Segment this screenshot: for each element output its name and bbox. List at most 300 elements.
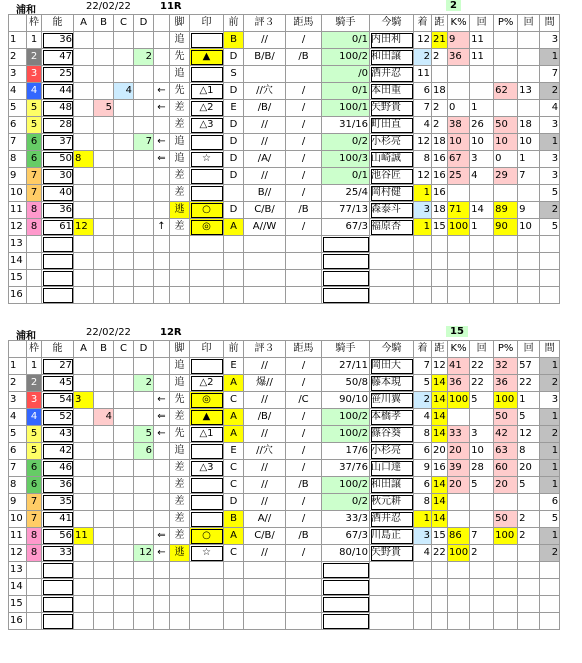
empty-cell <box>42 596 74 613</box>
prediction-mark: △2 <box>190 375 224 392</box>
finish-position: 1 <box>414 219 432 236</box>
evaluation-3: // <box>244 117 286 134</box>
empty-row <box>9 562 560 579</box>
k-percent: 9 <box>448 32 470 49</box>
empty-cell <box>432 253 448 270</box>
pre-grade: E <box>224 358 244 375</box>
table-row <box>9 494 560 511</box>
empty-cell <box>154 236 170 253</box>
empty-cell <box>134 253 154 270</box>
empty-cell <box>74 236 94 253</box>
column-header-row <box>9 341 560 358</box>
column-header: 今騎 <box>370 15 414 32</box>
jockey-stat: 33/3 <box>322 511 370 528</box>
mark-a <box>74 66 94 83</box>
empty-cell <box>518 562 540 579</box>
empty-cell <box>94 562 114 579</box>
jockey-stat: 25/4 <box>322 185 370 202</box>
ability-value: 36 <box>42 477 74 494</box>
k-percent <box>448 66 470 83</box>
waku-number: 7 <box>27 168 42 185</box>
distance-horse: / <box>286 375 322 392</box>
pre-grade: C <box>224 460 244 477</box>
column-header: 着 <box>414 341 432 358</box>
waku-number: 5 <box>27 426 42 443</box>
column-header: 間 <box>540 15 560 32</box>
empty-cell <box>170 253 190 270</box>
empty-cell <box>494 270 518 287</box>
k-count <box>470 66 494 83</box>
running-style: 差 <box>170 219 190 236</box>
evaluation-3: A//W <box>244 219 286 236</box>
empty-cell <box>244 613 286 630</box>
mark-c <box>114 528 134 545</box>
interval: 3 <box>540 32 560 49</box>
finish-position: 11 <box>414 66 432 83</box>
mark-a <box>74 511 94 528</box>
mark-c <box>114 477 134 494</box>
running-style: 追 <box>170 443 190 460</box>
interval: 1 <box>540 528 560 545</box>
table-row <box>9 100 560 117</box>
k-percent: 100 <box>448 545 470 562</box>
p-count <box>518 49 540 66</box>
mark-b <box>94 477 114 494</box>
empty-cell <box>448 236 470 253</box>
table-row <box>9 117 560 134</box>
empty-cell <box>134 562 154 579</box>
empty-cell <box>224 562 244 579</box>
trend-arrow <box>154 185 170 202</box>
running-style: 差 <box>170 494 190 511</box>
empty-cell <box>190 596 224 613</box>
p-count <box>518 545 540 562</box>
pre-grade: D <box>224 117 244 134</box>
table-row <box>9 545 560 562</box>
horse-number: 16 <box>9 287 27 304</box>
k-count: 7 <box>470 528 494 545</box>
horse-number: 15 <box>9 270 27 287</box>
p-percent: 89 <box>494 202 518 219</box>
interval: 1 <box>540 134 560 151</box>
finish-position: 2 <box>414 49 432 66</box>
current-jockey: 町田直 <box>370 117 414 134</box>
column-header: 回 <box>518 15 540 32</box>
table-row <box>9 443 560 460</box>
jockey-stat: 100/1 <box>322 100 370 117</box>
distance-horse: / <box>286 443 322 460</box>
empty-cell <box>322 253 370 270</box>
empty-cell <box>190 236 224 253</box>
empty-cell <box>27 562 42 579</box>
p-count: 18 <box>518 117 540 134</box>
empty-cell <box>244 253 286 270</box>
pre-grade: C <box>224 545 244 562</box>
interval: 3 <box>540 392 560 409</box>
finish-position: 2 <box>414 392 432 409</box>
empty-row <box>9 613 560 630</box>
interval: 4 <box>540 100 560 117</box>
horse-number: 12 <box>9 219 27 236</box>
empty-cell <box>94 253 114 270</box>
empty-cell <box>470 579 494 596</box>
p-percent: 50 <box>494 511 518 528</box>
p-count: 22 <box>518 375 540 392</box>
distance: 15 <box>432 528 448 545</box>
column-header: 脚 <box>170 341 190 358</box>
pre-grade: E <box>224 100 244 117</box>
p-count: 2 <box>518 511 540 528</box>
ability-value: 46 <box>42 460 74 477</box>
empty-row <box>9 253 560 270</box>
p-count: 2 <box>518 528 540 545</box>
horse-number: 3 <box>9 66 27 83</box>
k-count <box>470 494 494 511</box>
mark-c <box>114 185 134 202</box>
p-percent <box>494 185 518 202</box>
empty-cell <box>494 562 518 579</box>
k-percent: 20 <box>448 443 470 460</box>
trend-arrow: ← <box>154 392 170 409</box>
waku-number: 4 <box>27 409 42 426</box>
distance: 2 <box>432 117 448 134</box>
empty-cell <box>74 596 94 613</box>
jockey-stat: 17/6 <box>322 443 370 460</box>
empty-cell <box>322 613 370 630</box>
mark-b <box>94 49 114 66</box>
k-percent: 20 <box>448 477 470 494</box>
horse-number: 14 <box>9 579 27 596</box>
empty-cell <box>518 270 540 287</box>
mark-b <box>94 375 114 392</box>
k-count: 1 <box>470 219 494 236</box>
finish-position: 12 <box>414 168 432 185</box>
ability-value: 25 <box>42 66 74 83</box>
mark-b <box>94 545 114 562</box>
horse-number: 9 <box>9 168 27 185</box>
p-percent: 63 <box>494 443 518 460</box>
horse-number: 2 <box>9 49 27 66</box>
jockey-stat: 37/76 <box>322 460 370 477</box>
p-count: 13 <box>518 83 540 100</box>
k-percent: 100 <box>448 219 470 236</box>
empty-cell <box>170 287 190 304</box>
distance-horse: / <box>286 100 322 117</box>
prediction-mark: ▲ <box>190 409 224 426</box>
waku-number: 2 <box>27 375 42 392</box>
empty-cell <box>540 270 560 287</box>
mark-d: 5 <box>134 426 154 443</box>
prediction-mark: ▲ <box>190 49 224 66</box>
table-row <box>9 375 560 392</box>
horse-number: 5 <box>9 426 27 443</box>
interval: 1 <box>540 443 560 460</box>
prediction-mark <box>190 32 224 49</box>
empty-cell <box>154 613 170 630</box>
empty-cell <box>470 287 494 304</box>
mark-c <box>114 219 134 236</box>
ability-value: 43 <box>42 426 74 443</box>
empty-cell <box>224 579 244 596</box>
trend-arrow <box>154 32 170 49</box>
finish-position: 9 <box>414 460 432 477</box>
mark-d <box>134 83 154 100</box>
k-percent: 38 <box>448 117 470 134</box>
evaluation-3: //穴 <box>244 83 286 100</box>
empty-cell <box>322 287 370 304</box>
column-header: 枠 <box>27 15 42 32</box>
jockey-stat: 100/2 <box>322 426 370 443</box>
k-percent <box>448 409 470 426</box>
column-header: 印 <box>190 341 224 358</box>
running-style: 差 <box>170 409 190 426</box>
evaluation-3: B// <box>244 185 286 202</box>
finish-position: 5 <box>414 375 432 392</box>
distance-horse: / <box>286 168 322 185</box>
jockey-stat: 100/2 <box>322 49 370 66</box>
empty-cell <box>74 287 94 304</box>
mark-a <box>74 32 94 49</box>
distance-horse: /B <box>286 202 322 219</box>
empty-cell <box>448 579 470 596</box>
mark-c <box>114 168 134 185</box>
finish-position: 4 <box>414 409 432 426</box>
mark-c <box>114 66 134 83</box>
empty-cell <box>154 562 170 579</box>
evaluation-3: 爆// <box>244 375 286 392</box>
distance: 16 <box>432 151 448 168</box>
table-row <box>9 32 560 49</box>
trend-arrow <box>154 511 170 528</box>
mark-c: 4 <box>114 83 134 100</box>
p-count: 57 <box>518 358 540 375</box>
empty-cell <box>42 613 74 630</box>
p-count: 10 <box>518 219 540 236</box>
p-count: 10 <box>518 134 540 151</box>
distance: 2 <box>432 100 448 117</box>
empty-cell <box>540 596 560 613</box>
mark-a <box>74 494 94 511</box>
k-count: 11 <box>470 32 494 49</box>
mark-c <box>114 49 134 66</box>
distance-horse <box>286 66 322 83</box>
empty-cell <box>470 253 494 270</box>
evaluation-3: // <box>244 545 286 562</box>
evaluation-3: // <box>244 494 286 511</box>
interval: 5 <box>540 219 560 236</box>
waku-number: 4 <box>27 83 42 100</box>
interval: 1 <box>540 477 560 494</box>
pre-grade: A <box>224 528 244 545</box>
distance-horse: / <box>286 151 322 168</box>
k-percent: 33 <box>448 426 470 443</box>
k-count: 28 <box>470 460 494 477</box>
current-jockey: 藤本現 <box>370 375 414 392</box>
empty-cell <box>448 596 470 613</box>
column-header: K% <box>448 341 470 358</box>
mark-c <box>114 426 134 443</box>
empty-cell <box>94 287 114 304</box>
mark-d: 2 <box>134 49 154 66</box>
mark-a <box>74 460 94 477</box>
trend-arrow <box>154 202 170 219</box>
empty-cell <box>154 253 170 270</box>
prediction-mark: ○ <box>190 528 224 545</box>
empty-cell <box>94 270 114 287</box>
empty-cell <box>322 270 370 287</box>
k-count: 3 <box>470 151 494 168</box>
jockey-stat: 100/3 <box>322 151 370 168</box>
waku-number: 8 <box>27 545 42 562</box>
empty-cell <box>27 613 42 630</box>
empty-cell <box>27 579 42 596</box>
column-header: 今騎 <box>370 341 414 358</box>
mark-d <box>134 117 154 134</box>
trend-arrow <box>154 117 170 134</box>
running-style: 追 <box>170 66 190 83</box>
column-header <box>154 341 170 358</box>
k-count: 22 <box>470 375 494 392</box>
table-row <box>9 83 560 100</box>
mark-d <box>134 185 154 202</box>
empty-cell <box>27 236 42 253</box>
column-header: A <box>74 15 94 32</box>
empty-cell <box>94 579 114 596</box>
jockey-stat: 27/11 <box>322 358 370 375</box>
table-row <box>9 168 560 185</box>
waku-number: 1 <box>27 32 42 49</box>
prediction-mark: ◎ <box>190 392 224 409</box>
table-row <box>9 392 560 409</box>
empty-row <box>9 596 560 613</box>
mark-d <box>134 392 154 409</box>
current-jockey: 酒井忍 <box>370 511 414 528</box>
prediction-mark: ☆ <box>190 545 224 562</box>
interval: 1 <box>540 409 560 426</box>
horse-number: 5 <box>9 100 27 117</box>
empty-cell <box>448 253 470 270</box>
horse-number: 9 <box>9 494 27 511</box>
empty-cell <box>494 253 518 270</box>
empty-cell <box>190 562 224 579</box>
waku-number: 6 <box>27 477 42 494</box>
empty-cell <box>114 613 134 630</box>
column-header: 回 <box>470 15 494 32</box>
running-style: 差 <box>170 460 190 477</box>
pre-grade: A <box>224 219 244 236</box>
empty-cell <box>540 253 560 270</box>
empty-cell <box>494 287 518 304</box>
empty-row <box>9 270 560 287</box>
distance: 14 <box>432 392 448 409</box>
empty-cell <box>114 287 134 304</box>
empty-cell <box>154 596 170 613</box>
jockey-stat: 0/1 <box>322 83 370 100</box>
column-header: P% <box>494 15 518 32</box>
mark-b: 4 <box>94 409 114 426</box>
empty-cell <box>244 270 286 287</box>
prediction-mark: △2 <box>190 100 224 117</box>
distance-horse: / <box>286 426 322 443</box>
horse-number: 1 <box>9 32 27 49</box>
trend-arrow: ← <box>154 426 170 443</box>
k-percent: 39 <box>448 460 470 477</box>
distance: 16 <box>432 185 448 202</box>
mark-b <box>94 151 114 168</box>
k-count: 2 <box>470 545 494 562</box>
mark-b <box>94 494 114 511</box>
waku-number: 3 <box>27 392 42 409</box>
table-row <box>9 528 560 545</box>
k-percent: 10 <box>448 134 470 151</box>
prediction-mark: △3 <box>190 460 224 477</box>
mark-d <box>134 32 154 49</box>
prediction-mark <box>190 185 224 202</box>
current-jockey: 内田利 <box>370 32 414 49</box>
mark-c <box>114 511 134 528</box>
column-header: 着 <box>414 15 432 32</box>
current-jockey: 和田譲 <box>370 49 414 66</box>
horse-number: 7 <box>9 460 27 477</box>
p-percent: 29 <box>494 168 518 185</box>
mark-a <box>74 185 94 202</box>
column-header: C <box>114 15 134 32</box>
empty-cell <box>518 579 540 596</box>
running-style: 追 <box>170 375 190 392</box>
evaluation-3: C/B/ <box>244 528 286 545</box>
trend-arrow <box>154 66 170 83</box>
empty-cell <box>494 579 518 596</box>
empty-cell <box>322 236 370 253</box>
prediction-mark <box>190 358 224 375</box>
k-percent: 100 <box>448 392 470 409</box>
running-style: 差 <box>170 477 190 494</box>
mark-d <box>134 66 154 83</box>
venue-label: 浦和 <box>16 331 36 342</box>
column-header: 距 <box>432 341 448 358</box>
evaluation-3: /A/ <box>244 151 286 168</box>
empty-cell <box>432 613 448 630</box>
table-row <box>9 66 560 83</box>
empty-cell <box>322 596 370 613</box>
running-style: 先 <box>170 83 190 100</box>
current-jockey: 森泰斗 <box>370 202 414 219</box>
table-row <box>9 151 560 168</box>
empty-cell <box>224 236 244 253</box>
trend-arrow: ← <box>154 83 170 100</box>
k-percent: 41 <box>448 358 470 375</box>
horse-number: 12 <box>9 545 27 562</box>
empty-cell <box>286 253 322 270</box>
horse-number: 6 <box>9 117 27 134</box>
k-percent <box>448 511 470 528</box>
k-count: 1 <box>470 100 494 117</box>
finish-position: 1 <box>414 185 432 202</box>
distance: 18 <box>432 202 448 219</box>
k-count: 5 <box>470 392 494 409</box>
column-header: 能 <box>42 15 74 32</box>
p-count: 5 <box>518 409 540 426</box>
k-count <box>470 83 494 100</box>
finish-position: 4 <box>414 545 432 562</box>
jockey-stat: /0 <box>322 66 370 83</box>
current-jockey: 池谷匠 <box>370 168 414 185</box>
ability-value: 54 <box>42 392 74 409</box>
table-row <box>9 134 560 151</box>
p-count: 1 <box>518 392 540 409</box>
k-count: 14 <box>470 202 494 219</box>
pre-grade: D <box>224 134 244 151</box>
